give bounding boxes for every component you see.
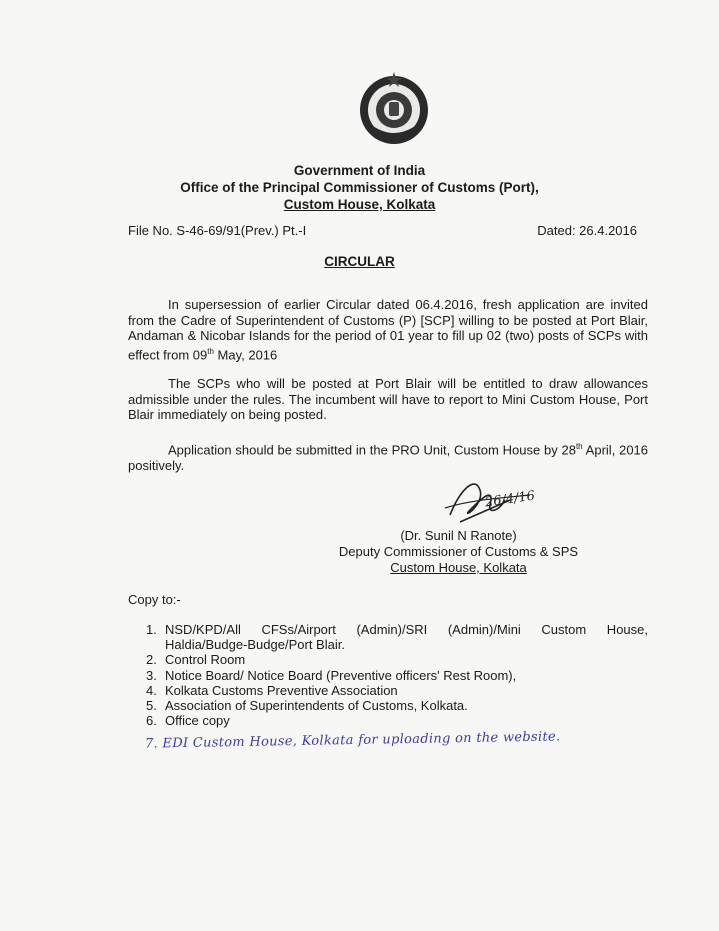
list-item-number: 1.	[146, 622, 157, 637]
date: Dated: 26.4.2016	[537, 223, 637, 238]
signatory-block	[0, 528, 719, 576]
paragraph-1-text: In supersession of earlier Circular dated 06.4.2016, fresh application are invited from the Cadre of Superintendent of Customs (P) [SCP] willing to be posted at Port Blair, Andaman & Nicobar Islands for the period of 01 year to fill up 02 (two) posts of SCPs with effect from 09	[128, 297, 648, 362]
list-item-number: 5.	[146, 698, 157, 714]
paragraph-2: The SCPs who will be posted at Port Blair will be entitled to draw allowances admissible under the rules. The incumbent will have to report to Mini Custom House, Port Blair immediately on being posted.	[128, 376, 648, 422]
letterhead	[0, 162, 719, 213]
header-line-3: Custom House, Kolkata	[283, 197, 436, 212]
list-item-text: Kolkata Customs Preventive Association	[165, 682, 398, 698]
list-item-text: Office copy	[165, 713, 230, 729]
list-item-number: 3.	[146, 667, 157, 683]
handwritten-copy-item: 7. EDI Custom House, Kolkata for uploading on the website.	[144, 729, 561, 752]
copy-to-list	[146, 622, 648, 728]
paragraph-3-superscript: th	[575, 442, 583, 451]
list-item	[146, 698, 648, 713]
header-line-2: Office of the Principal Commissioner of Customs (Port),	[180, 180, 539, 195]
copy-to-label: Copy to:-	[128, 592, 181, 607]
file-number: File No. S-46-69/91(Prev.) Pt.-I	[128, 223, 307, 238]
list-item-text: Control Room	[165, 652, 246, 668]
list-item	[146, 622, 648, 652]
paragraph-3	[128, 439, 648, 473]
list-item-number: 2.	[146, 652, 157, 668]
paragraph-3-tail: April, 2016 positively.	[128, 442, 649, 473]
list-item-text: NSD/KPD/All CFSs/Airport (Admin)/SRI (Admin)/Mini Custom House, Haldia/Budge-Budge/Port Blair.	[165, 622, 648, 653]
paragraph-3-text: Application should be submitted in the PRO Unit, Custom House by 28	[168, 442, 576, 458]
signature-date: 26/4/16	[484, 488, 536, 511]
document-title: CIRCULAR	[324, 254, 395, 269]
paragraph-1-tail: May, 2016	[213, 346, 278, 362]
signatory-designation: Deputy Commissioner of Customs & SPS	[338, 544, 579, 559]
customs-emblem-icon	[354, 70, 434, 150]
list-item-number: 6.	[146, 713, 157, 729]
list-item	[146, 652, 648, 667]
list-item	[146, 683, 648, 698]
list-item	[146, 668, 648, 683]
signatory-name: (Dr. Sunil N Ranote)	[400, 528, 517, 543]
signatory-office: Custom House, Kolkata	[390, 560, 527, 575]
list-item-text: Notice Board/ Notice Board (Preventive officers' Rest Room),	[165, 667, 517, 683]
list-item-text: Association of Superintendents of Customs, Kolkata.	[165, 698, 468, 714]
list-item-number: 4.	[146, 682, 157, 698]
header-line-1: Government of India	[293, 163, 426, 178]
paragraph-1-superscript: th	[207, 346, 214, 356]
list-item	[146, 713, 648, 728]
paragraph-1	[128, 297, 648, 362]
